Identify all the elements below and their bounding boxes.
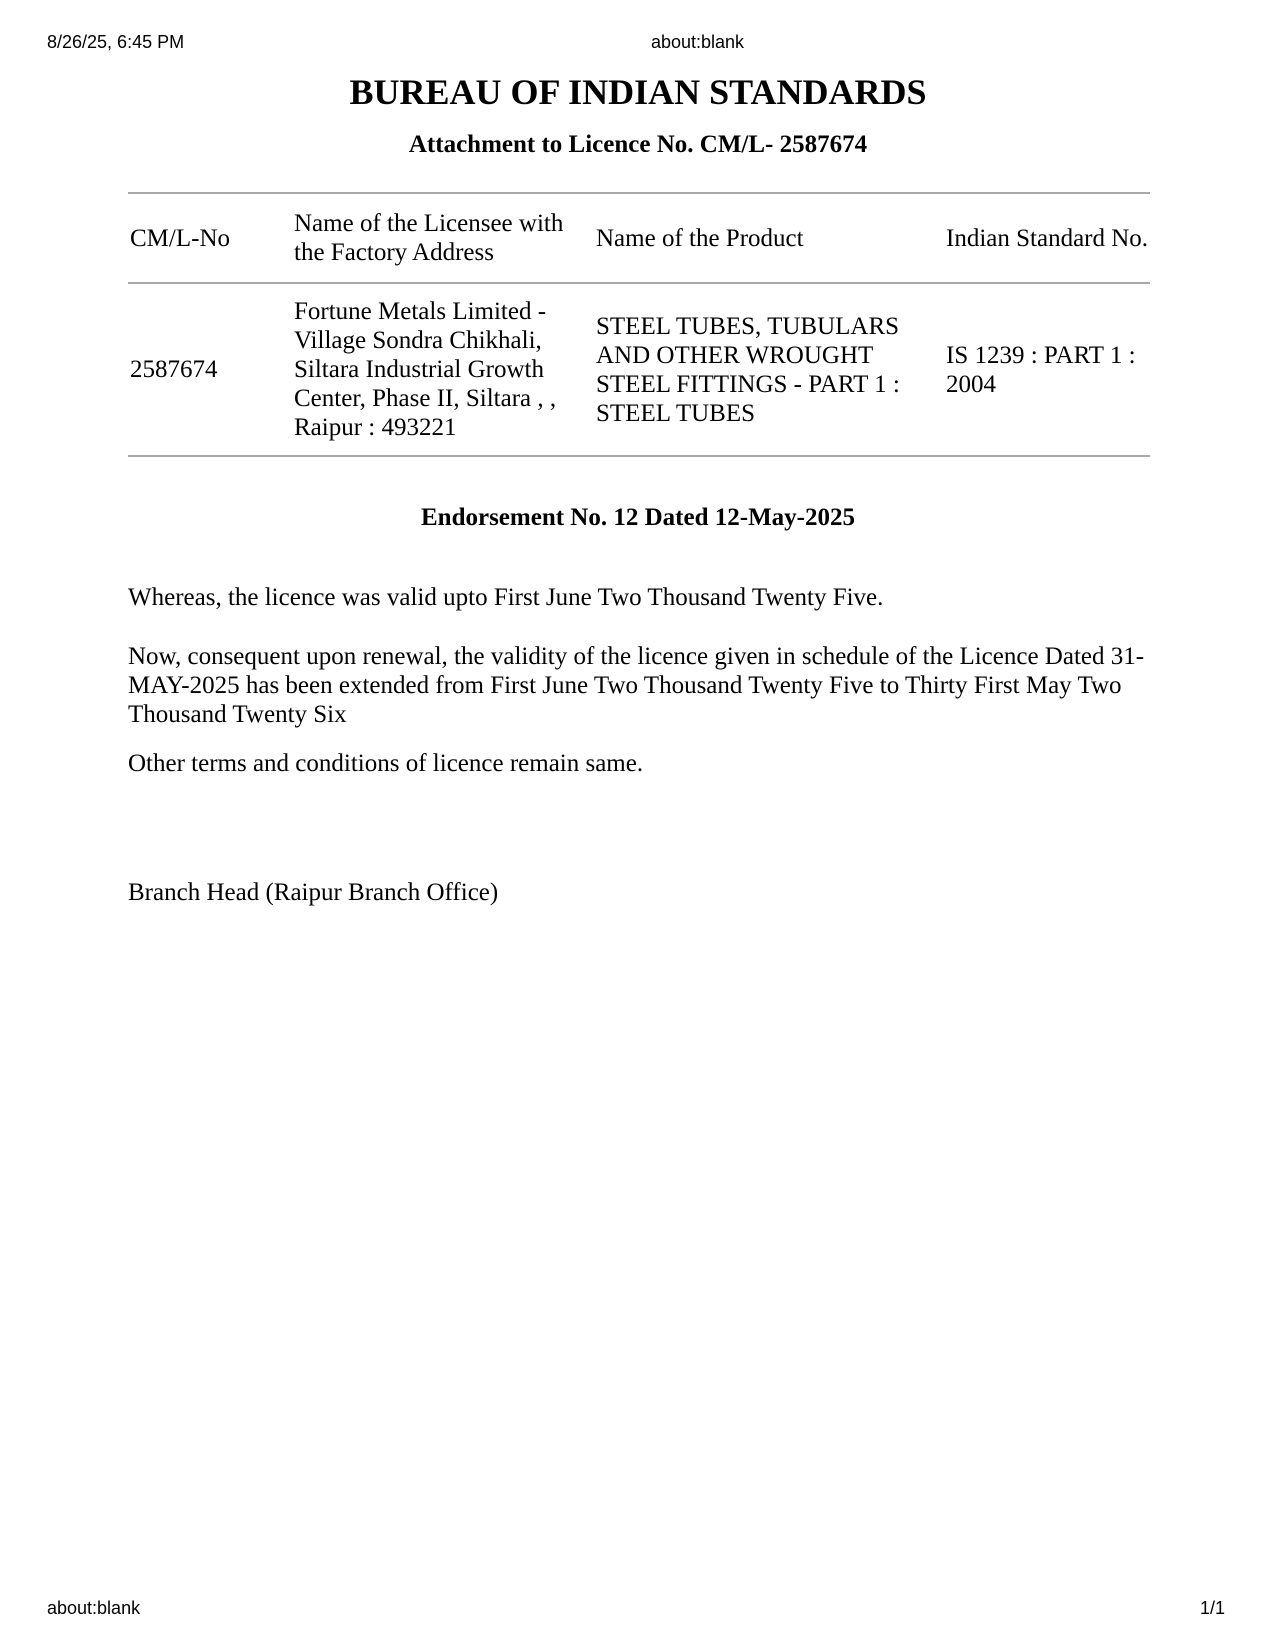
table-row	[128, 283, 1150, 456]
attachment-subtitle: Attachment to Licence No. CM/L- 2587674	[408, 131, 868, 158]
cell-licensee-address: Fortune Metals Limited - Village Sondra Chikhali, Siltara Industrial Growth Center, Phase II, Siltara , , Raipur : 493221	[294, 298, 557, 441]
print-datetime: 8/26/25, 6:45 PM	[47, 32, 185, 52]
paragraph-validity: Whereas, the licence was valid upto First June Two Thousand Twenty Five.	[128, 584, 884, 611]
col-header-licensee: Name of the Licensee with the Factory Address	[294, 210, 564, 266]
table-header-row	[128, 193, 1150, 283]
cell-cml-no: 2587674	[130, 356, 218, 383]
paragraph-renewal: Now, consequent upon renewal, the validity of the licence given in schedule of the Licence Dated 31-MAY-2025 has been extended from First June Two Thousand Twenty Five to Thirty First May Two Thousand Twenty Six	[128, 643, 1145, 728]
print-page-title: about:blank	[650, 32, 745, 52]
footer-page-number: 1/1	[1199, 1598, 1225, 1618]
document-content	[128, 0, 1148, 907]
paragraph-terms: Other terms and conditions of licence remain same.	[128, 750, 644, 777]
endorsement-heading: Endorsement No. 12 Dated 12-May-2025	[421, 504, 855, 531]
signature-line: Branch Head (Raipur Branch Office)	[128, 879, 499, 906]
footer-url: about:blank	[47, 1598, 141, 1618]
col-header-cml-no: CM/L-No	[130, 224, 230, 252]
print-footer	[47, 1598, 1225, 1618]
col-header-standard: Indian Standard No.	[946, 224, 1149, 252]
cell-product-name: STEEL TUBES, TUBULARS AND OTHER WROUGHT STEEL FITTINGS - PART 1 : STEEL TUBES	[596, 312, 900, 427]
document-title: BUREAU OF INDIAN STANDARDS	[349, 72, 927, 112]
col-header-product: Name of the Product	[596, 224, 804, 252]
licence-table	[128, 192, 1150, 457]
cell-indian-standard: IS 1239 : PART 1 : 2004	[946, 341, 1136, 398]
